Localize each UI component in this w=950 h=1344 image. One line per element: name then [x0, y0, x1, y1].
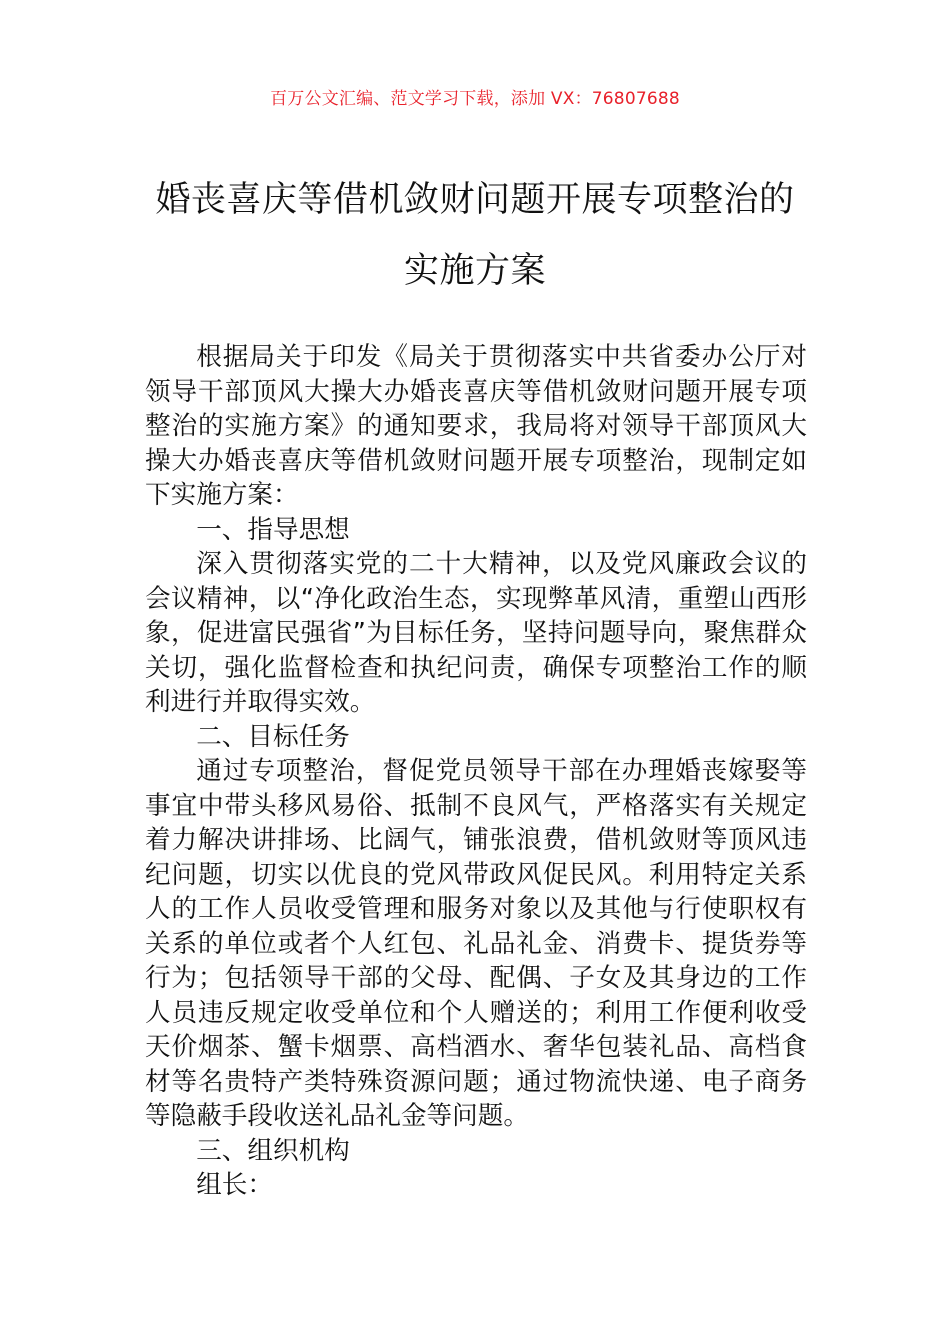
document-title-line-1: 婚丧喜庆等借机敛财问题开展专项整治的: [155, 180, 795, 220]
guiding-ideology-paragraph: 深入贯彻落实党的二十大精神，以及党风廉政会议的会议精神，以“净化政治生态，实现弊革风清，重塑山西形象，促进富民强省”为目标任务，坚持问题导向，聚焦群众关切，强化监督检查和执纪问责，确保专项整治工作的顺利进行并取得实效。: [145, 549, 807, 717]
team-leader-line: 组长：: [196, 1170, 273, 1200]
header-watermark-note: 百万公文汇编、范文学习下载，添加 VX：76807688: [270, 89, 680, 109]
section-heading-guiding-ideology: 一、指导思想: [196, 514, 350, 545]
goals-paragraph: 通过专项整治，督促党员领导干部在办理婚丧嫁娶等事宜中带头移风易俗、抵制不良风气，严格落实有关规定着力解决讲排场、比阔气，铺张浪费，借机敛财等顶风违纪问题，切实以优良的党风带政风促民风。利用特定关系人的工作人员收受管理和服务对象以及其他与行使职权有关系的单位或者个人红包、礼品礼金、消费卡、提货券等行为；包括领导干部的父母、配偶、子女及其身边的工作人员违反规定收受单位和个人赠送的；利用工作便利收受天价烟茶、蟹卡烟票、高档酒水、奢华包装礼品、高档食材等名贵特产类特殊资源问题；通过物流快递、电子商务等隐蔽手段收送礼品礼金等问题。: [145, 756, 807, 1131]
section-heading-organization: 三、组织机构: [196, 1135, 350, 1166]
document-title-line-2: 实施方案: [403, 251, 546, 291]
section-heading-goals: 二、目标任务: [196, 721, 350, 752]
intro-paragraph: 根据局关于印发《局关于贯彻落实中共省委办公厅对领导干部顶风大操大办婚丧喜庆等借机敛财问题开展专项整治的实施方案》的通知要求，我局将对领导干部顶风大操大办婚丧喜庆等借机敛财问题开展专项整治，现制定如下实施方案：: [145, 342, 807, 510]
document-body: [145, 340, 807, 1203]
